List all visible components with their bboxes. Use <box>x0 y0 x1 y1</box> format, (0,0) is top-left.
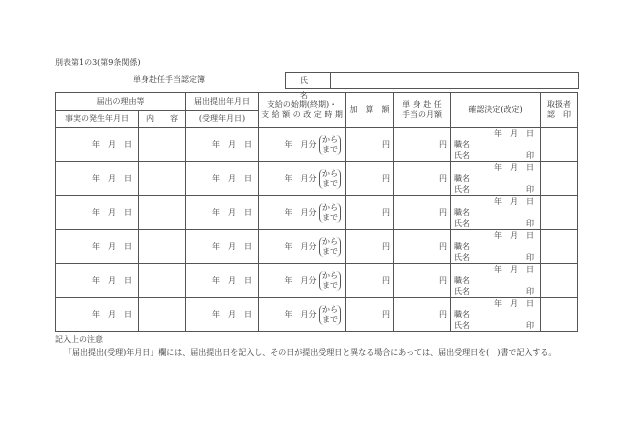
handler-seal-cell[interactable] <box>541 264 578 298</box>
yen-text: 円 <box>382 139 390 149</box>
confirm-cell[interactable] <box>451 264 541 298</box>
handler-seal-cell[interactable] <box>541 162 578 196</box>
monthly-cell[interactable] <box>394 196 451 230</box>
period-cell[interactable] <box>259 196 346 230</box>
from-text: から <box>322 270 338 280</box>
seal-label: 印 <box>526 151 534 160</box>
monthly-cell[interactable] <box>394 264 451 298</box>
addition-cell[interactable] <box>346 162 394 196</box>
date-text: 年 月 日 <box>212 241 252 251</box>
name-label: 氏 名 <box>286 73 331 88</box>
until-text: まで <box>322 280 338 290</box>
name-box <box>285 72 579 100</box>
table-row <box>56 128 578 162</box>
content-cell[interactable] <box>139 298 186 332</box>
table-row <box>56 196 578 230</box>
table-row <box>56 298 578 332</box>
date-text: 年 月 日 <box>212 207 252 217</box>
seal-label: 印 <box>526 321 534 330</box>
monthly-cell[interactable] <box>394 128 451 162</box>
occur-date-cell[interactable] <box>56 230 139 264</box>
submit-date-cell[interactable] <box>186 196 259 230</box>
table-row <box>56 162 578 196</box>
yen-text: 円 <box>382 275 390 285</box>
header-reason: 届出の理由等 <box>56 93 186 111</box>
month-text: 年 月分 <box>284 275 317 285</box>
name-label: 氏名 <box>454 185 470 194</box>
form-title: 単身赴任手当認定簿 <box>133 75 205 84</box>
yen-text: 円 <box>439 241 447 251</box>
yen-text: 円 <box>439 309 447 319</box>
post-label: 職名 <box>454 140 470 149</box>
from-until-brace <box>319 271 341 291</box>
content-cell[interactable] <box>139 264 186 298</box>
confirm-date: 年 月 日 <box>494 163 534 172</box>
monthly-line1: 単 身 赴 任 <box>402 100 442 109</box>
header-period <box>259 93 346 128</box>
occur-date-cell[interactable] <box>56 162 139 196</box>
name-label: 氏名 <box>454 151 470 160</box>
period-cell[interactable] <box>259 264 346 298</box>
date-text: 年 月 日 <box>212 139 252 149</box>
notes-text: 「届出提出(受理)年月日」欄には、届出提出日を記入し、その日が提出受理日と異なる場合にあっては、届出受理日を( )書で記入する。 <box>64 348 557 357</box>
table-row <box>56 230 578 264</box>
addition-cell[interactable] <box>346 298 394 332</box>
month-text: 年 月分 <box>284 241 317 251</box>
date-text: 年 月 日 <box>92 309 132 319</box>
date-text: 年 月 日 <box>92 139 132 149</box>
confirm-date: 年 月 日 <box>494 231 534 240</box>
from-until-brace <box>319 203 341 223</box>
submit-date-cell[interactable] <box>186 230 259 264</box>
until-text: まで <box>322 178 338 188</box>
seal-label: 印 <box>526 287 534 296</box>
occur-date-cell[interactable] <box>56 264 139 298</box>
period-cell[interactable] <box>259 298 346 332</box>
occur-date-cell[interactable] <box>56 298 139 332</box>
period-line1: 支給の始期(終期)・ <box>266 100 338 109</box>
month-text: 年 月分 <box>284 207 317 217</box>
confirm-date: 年 月 日 <box>494 129 534 138</box>
yen-text: 円 <box>382 207 390 217</box>
handler-line2: 認 印 <box>547 110 571 119</box>
name-label: 氏名 <box>454 253 470 262</box>
seal-label: 印 <box>526 253 534 262</box>
seal-label: 印 <box>526 185 534 194</box>
content-cell[interactable] <box>139 230 186 264</box>
post-label: 職名 <box>454 276 470 285</box>
addition-cell[interactable] <box>346 264 394 298</box>
from-until-brace <box>319 135 341 155</box>
from-text: から <box>322 168 338 178</box>
post-label: 職名 <box>454 208 470 217</box>
date-text: 年 月 日 <box>212 173 252 183</box>
addition-cell[interactable] <box>346 128 394 162</box>
yen-text: 円 <box>439 275 447 285</box>
header-handler <box>541 93 578 128</box>
content-cell[interactable] <box>139 162 186 196</box>
header-content: 内 容 <box>139 111 186 128</box>
header-submit-date: 届出提出年月日 <box>186 93 259 111</box>
seal-label: 印 <box>526 219 534 228</box>
name-label: 氏名 <box>454 321 470 330</box>
date-text: 年 月 日 <box>92 173 132 183</box>
until-text: まで <box>322 314 338 324</box>
month-text: 年 月分 <box>284 309 317 319</box>
header-monthly <box>394 93 451 128</box>
content-cell[interactable] <box>139 196 186 230</box>
handler-line1: 取扱者 <box>547 100 571 109</box>
date-text: 年 月 日 <box>92 275 132 285</box>
notes-heading: 記入上の注意 <box>55 335 103 344</box>
name-field[interactable] <box>331 73 578 88</box>
confirm-cell[interactable] <box>451 128 541 162</box>
from-until-brace <box>319 305 341 325</box>
period-cell[interactable] <box>259 128 346 162</box>
post-label: 職名 <box>454 310 470 319</box>
confirm-cell[interactable] <box>451 196 541 230</box>
addition-cell[interactable] <box>346 196 394 230</box>
until-text: まで <box>322 144 338 154</box>
confirm-cell[interactable] <box>451 230 541 264</box>
date-text: 年 月 日 <box>212 309 252 319</box>
until-text: まで <box>322 212 338 222</box>
yen-text: 円 <box>382 173 390 183</box>
date-text: 年 月 日 <box>212 275 252 285</box>
confirm-date: 年 月 日 <box>494 299 534 308</box>
yen-text: 円 <box>439 139 447 149</box>
monthly-cell[interactable] <box>394 230 451 264</box>
yen-text: 円 <box>439 173 447 183</box>
handler-seal-cell[interactable] <box>541 128 578 162</box>
submit-date-cell[interactable] <box>186 298 259 332</box>
content-cell[interactable] <box>139 128 186 162</box>
post-label: 職名 <box>454 242 470 251</box>
date-text: 年 月 日 <box>92 207 132 217</box>
yen-text: 円 <box>382 241 390 251</box>
post-label: 職名 <box>454 174 470 183</box>
addition-cell[interactable] <box>346 230 394 264</box>
submit-date-cell[interactable] <box>186 264 259 298</box>
from-text: から <box>322 202 338 212</box>
monthly-line2: 手当の月額 <box>402 110 442 119</box>
header-addition: 加 算 額 <box>346 93 394 128</box>
period-cell[interactable] <box>259 162 346 196</box>
handler-seal-cell[interactable] <box>541 230 578 264</box>
period-line2: 支 給 額 の 改 定 時 期 <box>261 110 343 119</box>
header-confirm: 確認決定(改定) <box>451 93 541 128</box>
table-row <box>56 264 578 298</box>
monthly-cell[interactable] <box>394 298 451 332</box>
month-text: 年 月分 <box>284 139 317 149</box>
handler-seal-cell[interactable] <box>541 196 578 230</box>
name-label: 氏名 <box>454 219 470 228</box>
confirm-cell[interactable] <box>451 162 541 196</box>
monthly-cell[interactable] <box>394 162 451 196</box>
header-occur-date: 事実の発生年月日 <box>56 111 139 128</box>
from-text: から <box>322 304 338 314</box>
period-cell[interactable] <box>259 230 346 264</box>
header-received: (受理年月日) <box>186 111 259 128</box>
confirm-cell[interactable] <box>451 298 541 332</box>
date-text: 年 月 日 <box>92 241 132 251</box>
month-text: 年 月分 <box>284 173 317 183</box>
register-table <box>55 92 578 332</box>
submit-date-cell[interactable] <box>186 162 259 196</box>
yen-text: 円 <box>439 207 447 217</box>
from-text: から <box>322 134 338 144</box>
occur-date-cell[interactable] <box>56 196 139 230</box>
confirm-date: 年 月 日 <box>494 197 534 206</box>
name-label: 氏名 <box>454 287 470 296</box>
occur-date-cell[interactable] <box>56 128 139 162</box>
from-text: から <box>322 236 338 246</box>
submit-date-cell[interactable] <box>186 128 259 162</box>
handler-seal-cell[interactable] <box>541 298 578 332</box>
confirm-date: 年 月 日 <box>494 265 534 274</box>
yen-text: 円 <box>382 309 390 319</box>
until-text: まで <box>322 246 338 256</box>
form-reference: 別表第1の3(第9条関係) <box>55 58 141 67</box>
from-until-brace <box>319 237 341 257</box>
from-until-brace <box>319 169 341 189</box>
